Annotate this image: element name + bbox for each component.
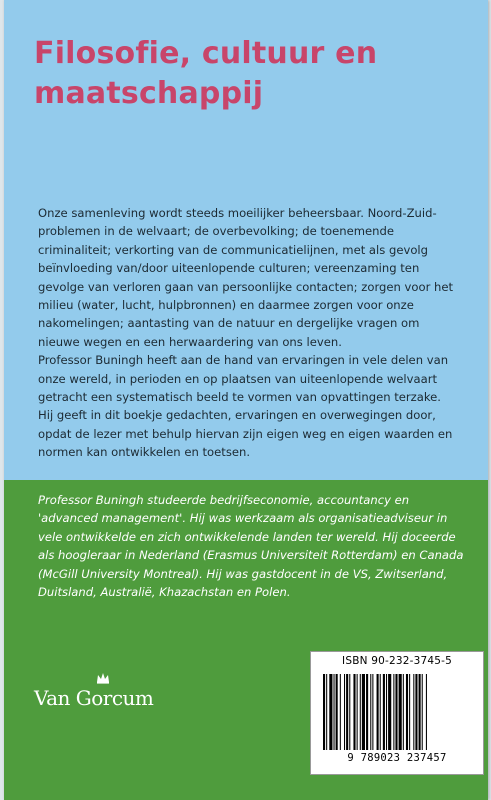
book-title <box>34 34 454 114</box>
barcode-bar <box>393 674 394 750</box>
isbn-label: ISBN 90-232-3745-5 <box>342 655 452 667</box>
barcode-bar <box>336 674 338 750</box>
barcode-bar <box>413 674 414 750</box>
book-back-cover <box>4 0 488 800</box>
barcode-bar <box>326 674 327 750</box>
barcode-bar <box>353 674 355 750</box>
title-line-1: Filosofie, cultuur en <box>34 36 378 71</box>
barcode-bar <box>329 674 332 750</box>
barcode-bar <box>323 674 325 750</box>
barcode-bar <box>388 674 391 750</box>
barcode-bar <box>386 674 387 750</box>
barcode-bar <box>357 674 358 750</box>
author-bio-text: Professor Buningh studeerde bedrijfseconomie, accountancy en 'advanced management'. Hij was werkzaam als organisatieadviseur in vele ontwikkelde en zich ontwikkelende landen ter wereld. Hij doceerde als hoogleraar in Nederland (Erasmus Universiteit Rotterdam) en Canada (McGill University Montreal). Hij was gastdocent in de VS, Zwitserland, Duitsland, Australië, Khazachstan en Polen. <box>38 493 464 600</box>
barcode-bar <box>366 674 368 750</box>
description-paragraph-1: Onze samenleving wordt steeds moeilijker beheersbaar. Noord-Zuid-problemen in de welvaart; de overbevolking; de toenemende criminaliteit; verkorting van de communicatielijnen, met als gevolg beïnvloeding van/door uiteenlopende culturen; vereenzaming ten gevolge van verloren gaan van persoonlijke contacten; zorgen voor het milieu (water, lucht, hulpbronnen) en daarmee zorgen voor onze nakomelingen; aantasting van de natuur en dergelijke vragen om nieuwe wegen en een herwaardering van ons leven. <box>38 206 454 349</box>
barcode-bar <box>346 674 348 750</box>
barcode-bar <box>399 674 402 750</box>
barcode-digits: 9 789023 237457 <box>347 752 447 764</box>
barcode-bar <box>426 674 427 750</box>
barcode-bar <box>380 674 381 750</box>
barcode-bar <box>415 674 417 750</box>
description-paragraph-3: Hij geeft in dit boekje gedachten, ervaringen en overwegingen door, opdat de lezer met behulp hiervan zijn eigen weg en eigen waarden en normen kan ontwikkelen en toetsen. <box>38 408 453 460</box>
barcode-bar <box>409 674 410 750</box>
crown-icon <box>96 672 110 684</box>
barcode-bar <box>340 674 341 750</box>
description-paragraph-2: Professor Buningh heeft aan de hand van ervaringen in vele delen van onze wereld, in perioden en op plaatsen van uiteenlopende welvaart getracht een systematisch beeld te vormen van opvattingen terzake. <box>38 353 449 405</box>
barcode-bar <box>383 674 385 750</box>
barcode-bar <box>377 674 379 750</box>
isbn-barcode-box <box>310 651 484 775</box>
barcode-bar <box>349 674 350 750</box>
publisher-name: Van Gorcum <box>34 686 154 710</box>
barcode-bar <box>334 674 335 750</box>
barcode-bar <box>344 674 345 750</box>
barcode-bar <box>360 674 361 750</box>
barcode-bar <box>419 674 421 750</box>
title-line-2: maatschappij <box>34 76 264 111</box>
barcode-bar <box>370 674 371 750</box>
barcode-bar <box>403 674 404 750</box>
barcode <box>321 674 473 750</box>
publisher-logo <box>34 686 153 710</box>
barcode-bar <box>362 674 365 750</box>
description <box>38 204 463 462</box>
barcode-bar <box>406 674 408 750</box>
barcode-bar <box>395 674 397 750</box>
barcode-bar <box>372 674 373 750</box>
author-bio <box>38 491 468 601</box>
barcode-bar <box>422 674 423 750</box>
